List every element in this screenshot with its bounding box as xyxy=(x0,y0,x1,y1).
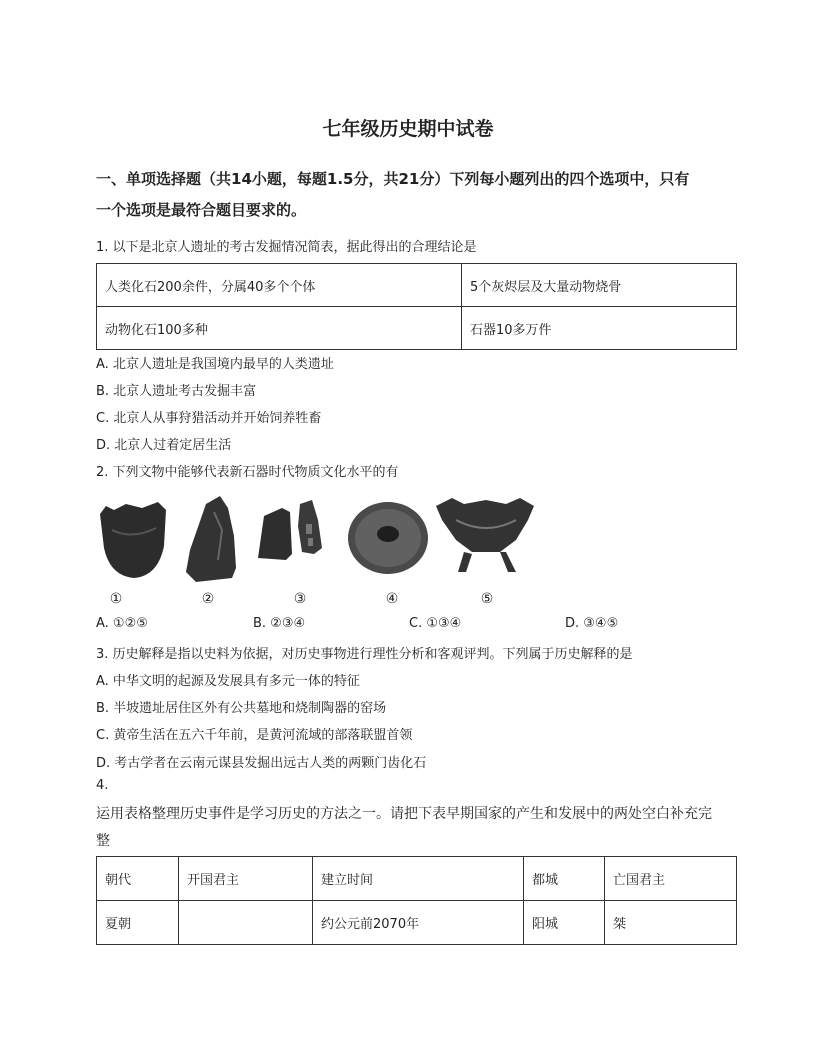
table-header-cell: 开国君主 xyxy=(179,857,313,901)
section-heading-line2: 一个选项是最符合题目要求的。 xyxy=(96,201,307,219)
q3-option-a: A. 中华文明的起源及发展具有多元一体的特征 xyxy=(96,674,360,689)
q3-option-d: D. 考古学者在云南元谋县发掘出远古人类的两颗门齿化石 xyxy=(96,756,427,771)
q1-option-a: A. 北京人遗址是我国境内最早的人类遗址 xyxy=(96,357,334,372)
figure-label-3: ③ xyxy=(293,591,307,607)
artifact-5-image xyxy=(436,498,534,572)
artifact-4-image xyxy=(348,502,428,574)
q2-artifact-images xyxy=(96,490,538,608)
q4-number: 4. xyxy=(96,778,109,793)
q4-table xyxy=(96,856,737,945)
figure-label-4: ④ xyxy=(385,591,399,607)
q4-stem-line2: 整 xyxy=(96,833,110,849)
section-heading xyxy=(96,164,736,226)
q3-option-b: B. 半坡遗址居住区外有公共墓地和烧制陶器的窑场 xyxy=(96,701,387,716)
table-cell: 桀 xyxy=(605,901,737,945)
section-heading-line1: 一、单项选择题（共14小题，每题1.5分，共21分）下列每小题列出的四个选项中，只有 xyxy=(96,170,690,188)
q3-stem: 3. 历史解释是指以史料为依据，对历史事物进行理性分析和客观评判。下列属于历史解释的是 xyxy=(96,647,633,662)
q2-option-b: B. ②③④ xyxy=(253,616,306,631)
table-cell: 5个灰烬层及大量动物烧骨 xyxy=(462,264,737,307)
artifact-1-image xyxy=(100,502,166,578)
table-row xyxy=(97,307,737,350)
table-header-cell: 都城 xyxy=(524,857,605,901)
page-title: 七年级历史期中试卷 xyxy=(322,118,494,140)
table-cell: 人类化石200余件，分属40多个个体 xyxy=(97,264,462,307)
table-cell: 阳城 xyxy=(524,901,605,945)
q1-option-c: C. 北京人从事狩猎活动并开始饲养牲畜 xyxy=(96,411,322,426)
q2-stem: 2. 下列文物中能够代表新石器时代物质文化水平的有 xyxy=(96,465,399,480)
table-header-cell: 朝代 xyxy=(97,857,179,901)
table-row xyxy=(97,264,737,307)
figure-label-2: ② xyxy=(201,591,215,607)
table-header-cell: 亡国君主 xyxy=(605,857,737,901)
table-header-cell: 建立时间 xyxy=(313,857,524,901)
q1-stem: 1. 以下是北京人遗址的考古发掘情况简表，据此得出的合理结论是 xyxy=(96,240,477,255)
q1-option-b: B. 北京人遗址考古发掘丰富 xyxy=(96,384,257,399)
artifact-figures xyxy=(96,490,538,608)
table-header-row xyxy=(97,857,737,901)
figure-label-5: ⑤ xyxy=(480,591,494,607)
table-cell xyxy=(179,901,313,945)
table-cell: 约公元前2070年 xyxy=(313,901,524,945)
table-cell: 石器10多万件 xyxy=(462,307,737,350)
q4-stem-line1: 运用表格整理历史事件是学习历史的方法之一。请把下表早期国家的产生和发展中的两处空白补充完 xyxy=(96,806,712,822)
q1-table xyxy=(96,263,737,350)
q3-option-c: C. 黄帝生活在五六千年前，是黄河流域的部落联盟首领 xyxy=(96,728,413,743)
artifact-3-image xyxy=(258,500,322,560)
table-cell: 夏朝 xyxy=(97,901,179,945)
table-row xyxy=(97,901,737,945)
q2-option-a: A. ①②⑤ xyxy=(96,616,148,631)
q2-option-d: D. ③④⑤ xyxy=(565,616,619,631)
figure-label-1: ① xyxy=(109,591,123,607)
q2-option-c: C. ①③④ xyxy=(409,616,462,631)
q1-option-d: D. 北京人过着定居生活 xyxy=(96,438,232,453)
artifact-2-image xyxy=(186,496,236,582)
table-cell: 动物化石100多种 xyxy=(97,307,462,350)
